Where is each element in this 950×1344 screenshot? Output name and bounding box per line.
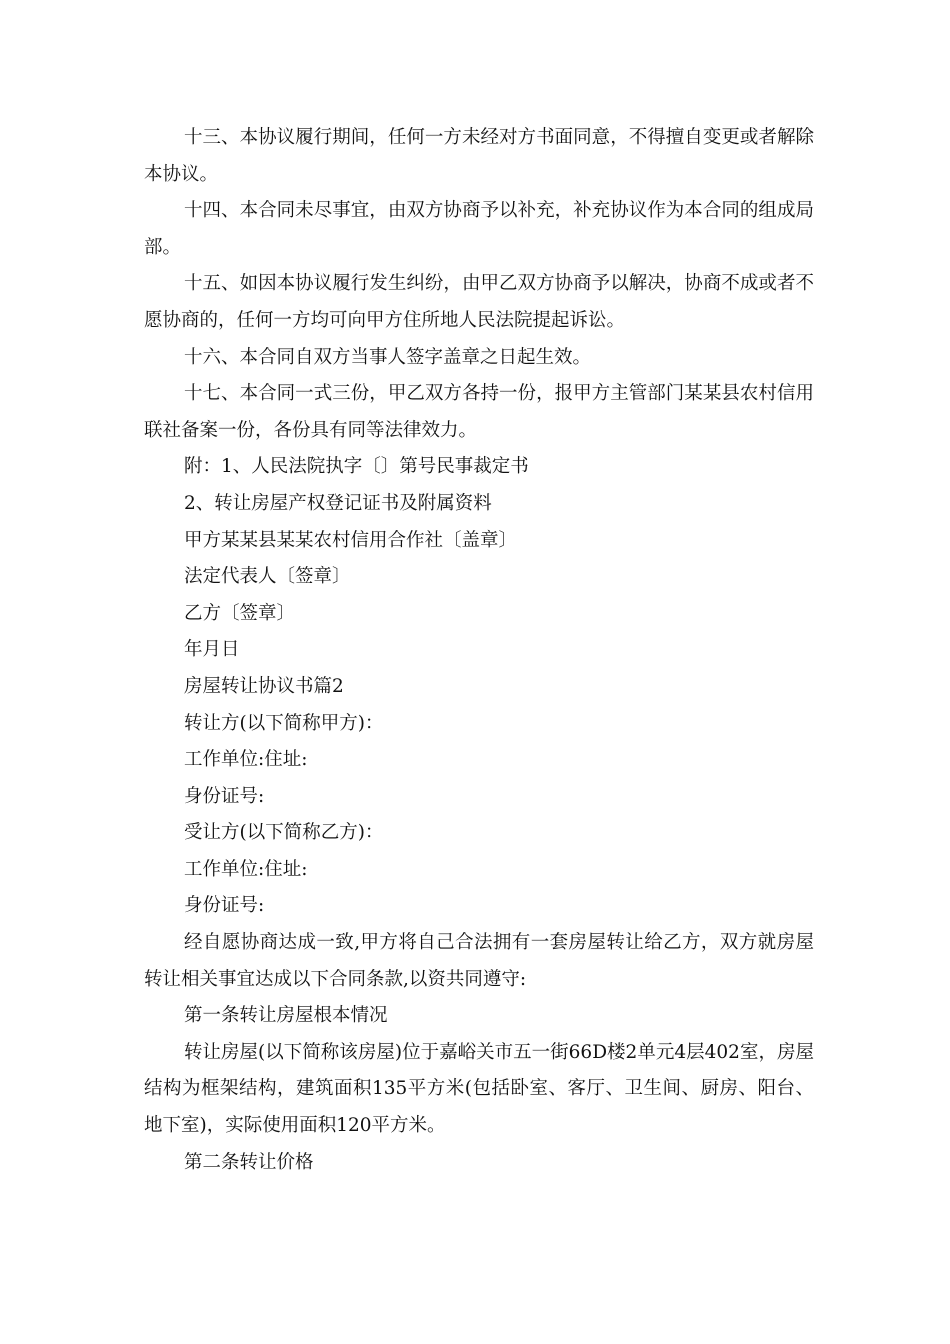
party-b-signature: 乙方〔签章〕 <box>184 602 296 624</box>
legal-representative-signature: 法定代表人〔签章〕 <box>184 566 351 588</box>
transferee-label: 受让方(以下简称乙方)： <box>184 822 384 844</box>
clause-16: 十六、本合同自双方当事人签字盖章之日起生效。 <box>184 346 592 368</box>
clause-17: 十七、本合同一式三份，甲乙双方各持一份，报甲方主管部门某某县农村信用联社备案一份，各份具有同等法律效力。 <box>144 383 814 441</box>
party-a-signature: 甲方某某县某某农村信用合作社〔盖章〕 <box>184 529 518 551</box>
transferor-id-number: 身份证号: <box>184 785 265 807</box>
clause-15: 十五、如因本协议履行发生纠纷，由甲乙双方协商予以解决，协商不成或者不愿协商的，任何一方均可向甲方住所地人民法院提起诉讼。 <box>144 273 814 331</box>
transferor-workplace-address: 工作单位:住址: <box>184 749 308 771</box>
transferee-workplace-address: 工作单位:住址: <box>184 858 308 880</box>
attachment-2: 2、转让房屋产权登记证书及附属资料 <box>184 492 492 514</box>
agreement-preamble: 经自愿协商达成一致,甲方将自己合法拥有一套房屋转让给乙方，双方就房屋转让相关事宜达成以下合同条款,以资共同遵守: <box>144 932 814 990</box>
document-body <box>144 120 814 1181</box>
article-1-body: 转让房屋(以下简称该房屋)位于嘉峪关市五一街66D楼2单元4层402室，房屋结构为框架结构，建筑面积135平方米(包括卧室、客厅、卫生间、厨房、阳台、地下室)，实际使用面积120平方米。 <box>144 1041 814 1137</box>
section-title: 房屋转让协议书篇2 <box>184 675 344 697</box>
transferee-id-number: 身份证号: <box>184 895 265 917</box>
signature-date: 年月日 <box>184 639 240 661</box>
attachment-1: 附：1、人民法院执字〔〕第号民事裁定书 <box>184 456 529 478</box>
article-1-heading: 第一条转让房屋根本情况 <box>184 1005 388 1027</box>
article-2-heading: 第二条转让价格 <box>184 1151 314 1173</box>
clause-14: 十四、本合同未尽事宜，由双方协商予以补充，补充协议作为本合同的组成局部。 <box>144 200 814 258</box>
clause-13: 十三、本协议履行期间，任何一方未经对方书面同意，不得擅自变更或者解除本协议。 <box>144 127 814 185</box>
transferor-label: 转让方(以下简称甲方)： <box>184 712 384 734</box>
